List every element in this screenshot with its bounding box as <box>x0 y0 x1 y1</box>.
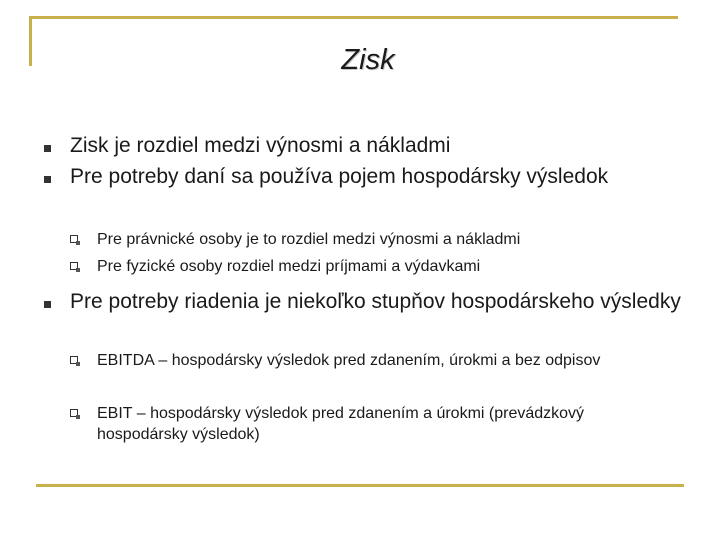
sub-bullet-box-2-2 <box>70 262 78 270</box>
sub-bullet-3-2-text: EBIT – hospodársky výsledok pred zdanením a úrokmi (prevádzkový hospodársky výsledok) <box>97 405 585 443</box>
bullet-2-text: Pre potreby daní sa používa pojem hospodársky výsledok <box>70 165 609 188</box>
sub-bullet-box-3-1 <box>70 356 78 364</box>
slide-title: Zisk <box>341 44 395 76</box>
bullet-square-2 <box>44 176 51 183</box>
bullet-3-text: Pre potreby riadenia je niekoľko stupňov hospodárskeho výsledky <box>70 290 681 313</box>
sub-bullet-2-1-text: Pre právnické osoby je to rozdiel medzi výnosmi a nákladmi <box>97 231 521 248</box>
sub-bullet-box-3-2 <box>70 409 78 417</box>
top-frame-line <box>29 16 678 19</box>
sub-bullet-2-2-text: Pre fyzické osoby rozdiel medzi príjmami a výdavkami <box>97 258 481 275</box>
bullet-1-text: Zisk je rozdiel medzi výnosmi a nákladmi <box>70 134 451 157</box>
bottom-frame-line <box>36 484 684 487</box>
sub-bullet-3-1-text: EBITDA – hospodársky výsledok pred zdanením, úrokmi a bez odpisov <box>97 352 601 369</box>
bullet-square-1 <box>44 145 51 152</box>
bullet-square-3 <box>44 301 51 308</box>
sub-bullet-box-2-1 <box>70 235 78 243</box>
